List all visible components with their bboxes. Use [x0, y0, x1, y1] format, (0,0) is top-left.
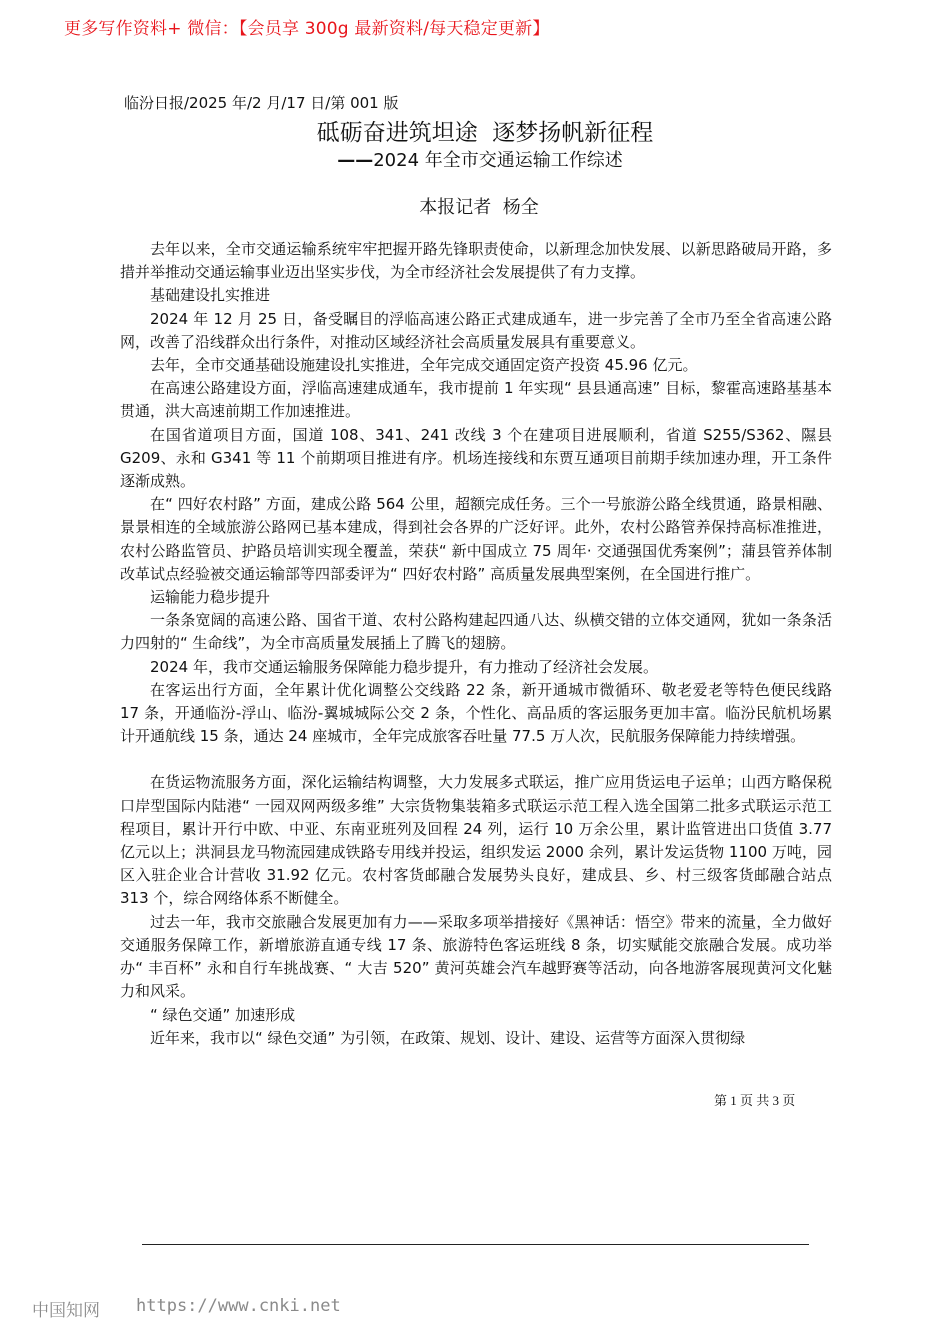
- body-paragraph: 2024 年 12 月 25 日，备受瞩目的浮临高速公路正式建成通车，进一步完善了全市乃至全省高速公路网，改善了沿线群众出行条件，对推动区域经济社会高质量发展具有重要意义。: [120, 309, 832, 351]
- body-paragraph: 去年以来，全市交通运输系统牢牢把握开路先锋职责使命，以新理念加快发展、以新思路破局开路，多措并举推动交通运输事业迈出坚实步伐，为全市经济社会发展提供了有力支撑。: [120, 240, 832, 282]
- footer-brand: 中国知网: [32, 1301, 100, 1321]
- body-paragraph: 在货运物流服务方面，深化运输结构调整，大力发展多式联运，推广应用货运电子运单；山西方略保税口岸型国际内陆港“ 一园双网两级多维” 大宗货物集装箱多式联运示范工程入选全国第二批多式联运示范工程项目，累计开行中欧、中亚、东南亚班列及回程 24 列，运行 10 万余公里，累计监管进出口货值 3.77 亿元以上；洪洞县龙马物流园建成铁路专用线并投运，组织发运 2000 余列，累计发运货物 1100 万吨，园区入驻企业合计营收 31.92 亿元。农村客货邮融合发展势头良好，建成县、乡、村三级客货邮融合站点 313 个，综合网络体系不断健全。: [120, 773, 832, 908]
- section-heading: “ 绿色交通” 加速形成: [150, 1005, 296, 1024]
- subtitle-text: 2024 年全市交通运输工作综述: [373, 150, 623, 171]
- body-paragraph: 2024 年，我市交通运输服务保障能力稳步提升，有力推动了经济社会发展。: [150, 657, 658, 676]
- body-paragraph: 一条条宽阔的高速公路、国省干道、农村公路构建起四通八达、纵横交错的立体交通网，犹如一条条活力四射的“ 生命线”，为全市高质量发展插上了腾飞的翅膀。: [120, 611, 832, 653]
- footer-divider: [142, 1244, 809, 1245]
- source-line: 临汾日报/2025 年/2 月/17 日/第 001 版: [124, 94, 399, 112]
- body-paragraph: 在客运出行方面，全年累计优化调整公交线路 22 条，新开通城市微循环、敬老爱老等特色便民线路 17 条，开通临汾-浮山、临汾-翼城城际公交 2 条，个性化、高品质的客运服务更加丰富。临汾民航机场累计开通航线 15 条，通达 24 座城市，全年完成旅客吞吐量 77.5 万人次，民航服务保障能力持续增强。: [120, 680, 832, 746]
- article-subtitle: [0, 146, 950, 172]
- promo-banner: 更多写作资料+ 微信：【会员享 300g 最新资料/每天稳定更新】: [64, 19, 550, 39]
- article-title: 砥砺奋进筑坦途 逐梦扬帆新征程: [316, 120, 654, 146]
- body-paragraph: 在国省道项目方面，国道 108、341、241 改线 3 个在建项目进展顺利，省道 S255/S362、隰县 G209、永和 G341 等 11 个前期项目推进有序。机场连接线和东贾互通项目前期手续加速办理，开工条件逐渐成熟。: [120, 425, 832, 491]
- body-paragraph: 过去一年，我市交旅融合发展更加有力——采取多项举措接好《黑神话：悟空》带来的流量，全力做好交通服务保障工作，新增旅游直通专线 17 条、旅游特色客运班线 8 条，切实赋能交旅融合发展。成功举办“ 丰百杯” 永和自行车挑战赛、“ 大吉 520” 黄河英雄会汽车越野赛等活动，向各地游客展现黄河文化魅力和风采。: [120, 912, 832, 1001]
- body-paragraph: 去年，全市交通基础设施建设扎实推进，全年完成交通固定资产投资 45.96 亿元。: [150, 356, 698, 375]
- body-paragraph: 在“ 四好农村路” 方面，建成公路 564 公里，超额完成任务。三个一号旅游公路全线贯通，路景相融、景景相连的全域旅游公路网已基本建成，得到社会各界的广泛好评。此外，农村公路管养保持高标准推进，农村公路监管员、护路员培训实现全覆盖，荣获“ 新中国成立 75 周年· 交通强国优秀案例”；蒲县管养体制改革试点经验被交通运输部等四部委评为“ 四好农村路” 高质量发展典型案例，在全国进行推广。: [120, 495, 832, 583]
- page-indicator: 第 1 页 共 3 页: [714, 1093, 796, 1108]
- byline: 本报记者 杨全: [419, 197, 539, 218]
- section-heading: 运输能力稳步提升: [150, 588, 271, 607]
- article-body: [120, 238, 832, 1050]
- body-paragraph: 近年来，我市以“ 绿色交通” 为引领，在政策、规划、设计、建设、运营等方面深入贯彻绿: [150, 1028, 746, 1047]
- section-heading: 基础建设扎实推进: [150, 286, 271, 305]
- subtitle-dash: ——: [337, 150, 374, 171]
- footer-url[interactable]: https://www.cnki.net: [136, 1296, 341, 1316]
- body-paragraph: 在高速公路建设方面，浮临高速建成通车，我市提前 1 年实现“ 县县通高速” 目标，黎霍高速路基基本贯通，洪大高速前期工作加速推进。: [120, 379, 832, 421]
